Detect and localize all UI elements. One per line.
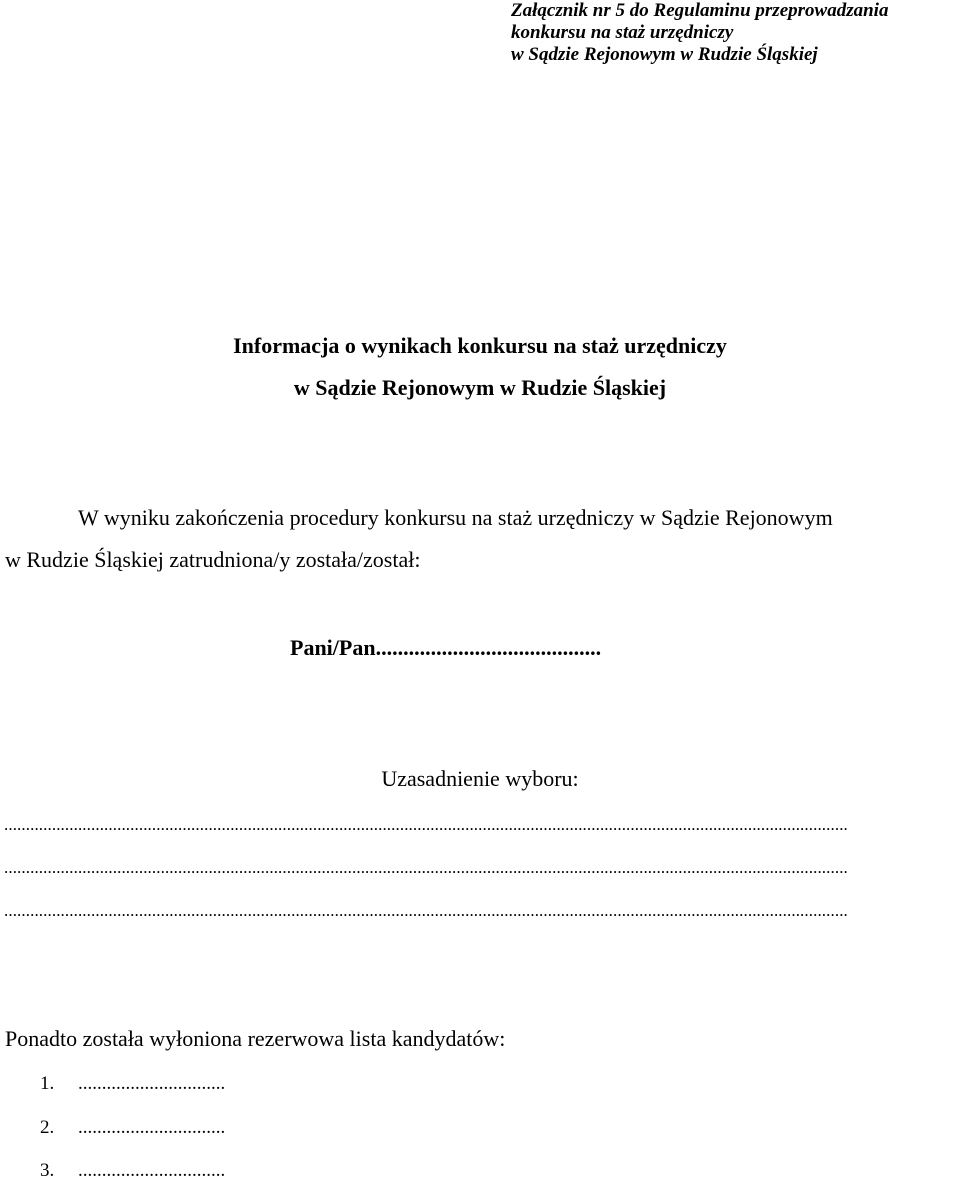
body-text-line-1: W wyniku zakończenia procedury konkursu na staż urzędniczy w Sądzie Rejonowym [78,505,833,530]
reserve-candidate-3 [40,1160,225,1182]
reserve-candidate-1 [40,1073,225,1095]
reserve-list-label: Ponadto została wyłoniona rezerwowa lista kandydatów: [5,1026,506,1051]
candidate-number: 2. [40,1117,55,1138]
document-title-line-2: w Sądzie Rejonowym w Rudzie Śląskiej [293,375,667,400]
justification-label: Uzasadnienie wyboru: [381,766,579,791]
justification-line-3: .................................................................................................................................................................................................. [4,901,848,920]
annex-line-2: konkursu na staż urzędniczy [511,22,734,43]
annex-line-3: w Sądzie Rejonowym w Rudzie Śląskiej [511,44,818,65]
candidate-number: 1. [40,1073,55,1094]
annex-header [511,0,888,66]
candidate-name-field: ............................... [78,1073,226,1094]
candidate-name-field: ............................... [78,1160,226,1181]
body-text-line-2: w Rudzie Śląskiej zatrudniona/y została/został: [5,547,421,572]
annex-line-1: Załącznik nr 5 do Regulaminu przeprowadzania [511,0,889,21]
candidate-number: 3. [40,1160,55,1181]
justification-line-1: .................................................................................................................................................................................................. [4,815,848,834]
justification-line-2: .................................................................................................................................................................................................. [4,858,848,877]
hired-person-field: Pani/Pan......................................... [290,635,602,660]
reserve-candidate-2 [40,1117,225,1139]
candidate-name-field: ............................... [78,1117,226,1138]
document-title-line-1: Informacja o wynikach konkursu na staż urzędniczy [233,333,727,358]
